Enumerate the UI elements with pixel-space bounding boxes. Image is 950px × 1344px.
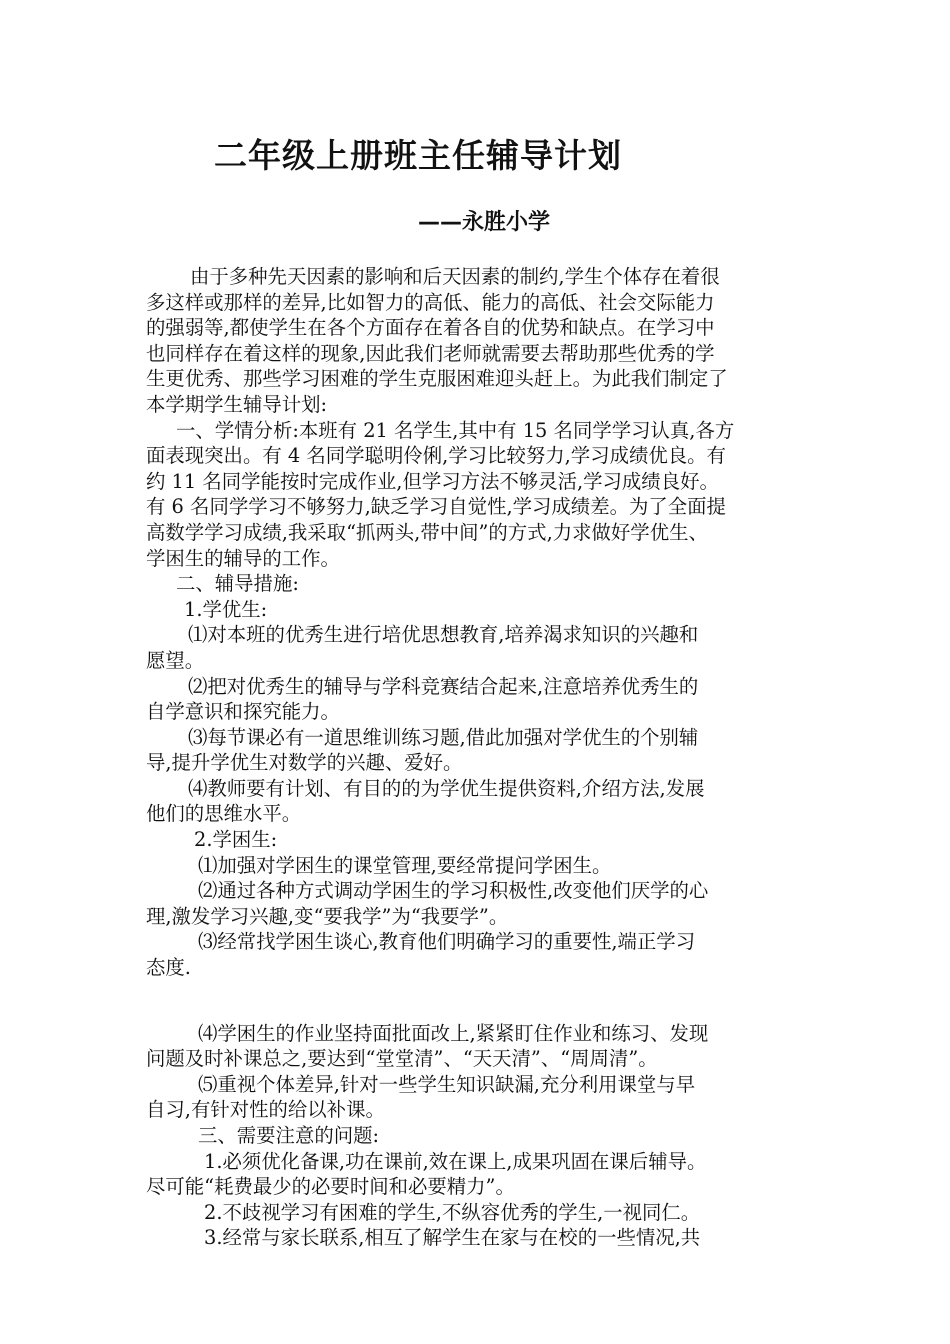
document-body [146,264,826,1251]
body-line: ⑵通过各种方式调动学困生的学习积极性,改变他们厌学的心 [198,879,709,903]
body-line: ⑸重视个体差异,针对一些学生知识缺漏,充分利用课堂与早 [198,1072,696,1096]
body-line: 自学意识和探究能力。 [146,700,340,724]
body-line: ⑷学困生的作业坚持面批面改上,紧紧盯住作业和练习、发现 [198,1021,709,1045]
body-line: 愿望。 [146,648,205,672]
body-line: 面表现突出。有 4 名同学聪明伶俐,学习比较努力,学习成绩优良。有 [146,444,726,468]
body-line: 三、需要注意的问题: [198,1124,380,1147]
body-line: 他们的思维水平。 [146,802,302,826]
body-line: 由于多种先天因素的影响和后天因素的制约,学生个体存在着很 [190,265,720,288]
body-line: 1.学优生: [184,597,268,621]
body-line: 有 6 名同学学习不够努力,缺乏学习自觉性,学习成绩差。为了全面提 [146,495,726,519]
body-line: 也同样存在着这样的现象,因此我们老师就需要去帮助那些优秀的学 [146,341,715,365]
document-title: 二年级上册班主任辅导计划 [214,136,622,175]
body-line: 一、学情分析:本班有 21 名学生,其中有 15 名同学学习认真,各方 [176,418,735,442]
body-line: 3.经常与家长联系,相互了解学生在家与在校的一些情况,共 [204,1226,701,1250]
body-line: 约 11 名同学能按时完成作业,但学习方法不够灵活,学习成绩良好。 [146,469,719,493]
body-line: 自习,有针对性的给以补课。 [146,1098,385,1122]
body-line: 二、辅导措施: [176,572,299,596]
body-line: 问题及时补课总之,要达到“堂堂清”、“天天清”、“周周清”。 [146,1047,658,1071]
body-line: 生更优秀、那些学习困难的学生克服困难迎头赶上。为此我们制定了 [146,367,728,391]
body-line: ⑶经常找学困生谈心,教育他们明确学习的重要性,端正学习 [198,930,696,954]
body-line: 学困生的辅导的工作。 [146,546,340,570]
body-line: 多这样或那样的差异,比如智力的高低、能力的高低、社会交际能力 [146,290,715,314]
body-line: ⑴加强对学困生的课堂管理,要经常提问学困生。 [198,853,612,877]
body-line [146,981,826,1021]
body-line: ⑴对本班的优秀生进行培优思想教育,培养渴求知识的兴趣和 [188,623,699,647]
document-subtitle: ——永胜小学 [418,210,551,235]
body-line: 的强弱等,都使学生在各个方面存在着各自的优势和缺点。在学习中 [146,316,715,340]
body-line: 理,激发学习兴趣,变“要我学”为“我要学”。 [146,904,509,928]
body-line: 1.必须优化备课,功在课前,效在课上,成果巩固在课后辅导。 [204,1149,707,1173]
body-line: 本学期学生辅导计划: [146,392,328,416]
body-line: ⑷教师要有计划、有目的的为学优生提供资料,介绍方法,发展 [188,776,705,800]
body-line: 高数学学习成绩,我采取“抓两头,带中间”的方式,力求做好学优生、 [146,520,708,544]
body-line: 导,提升学优生对数学的兴趣、爱好。 [146,751,463,775]
body-line: 2.学困生: [194,828,278,852]
body-line: 2.不歧视学习有困难的学生,不纵容优秀的学生,一视同仁。 [204,1200,701,1224]
body-line: 尽可能“耗费最少的必要时间和必要精力”。 [146,1175,515,1199]
body-line: ⑵把对优秀生的辅导与学科竞赛结合起来,注意培养优秀生的 [188,674,699,698]
body-line: 态度. [146,956,191,980]
body-line: ⑶每节课必有一道思维训练习题,借此加强对学优生的个别辅 [188,725,699,749]
